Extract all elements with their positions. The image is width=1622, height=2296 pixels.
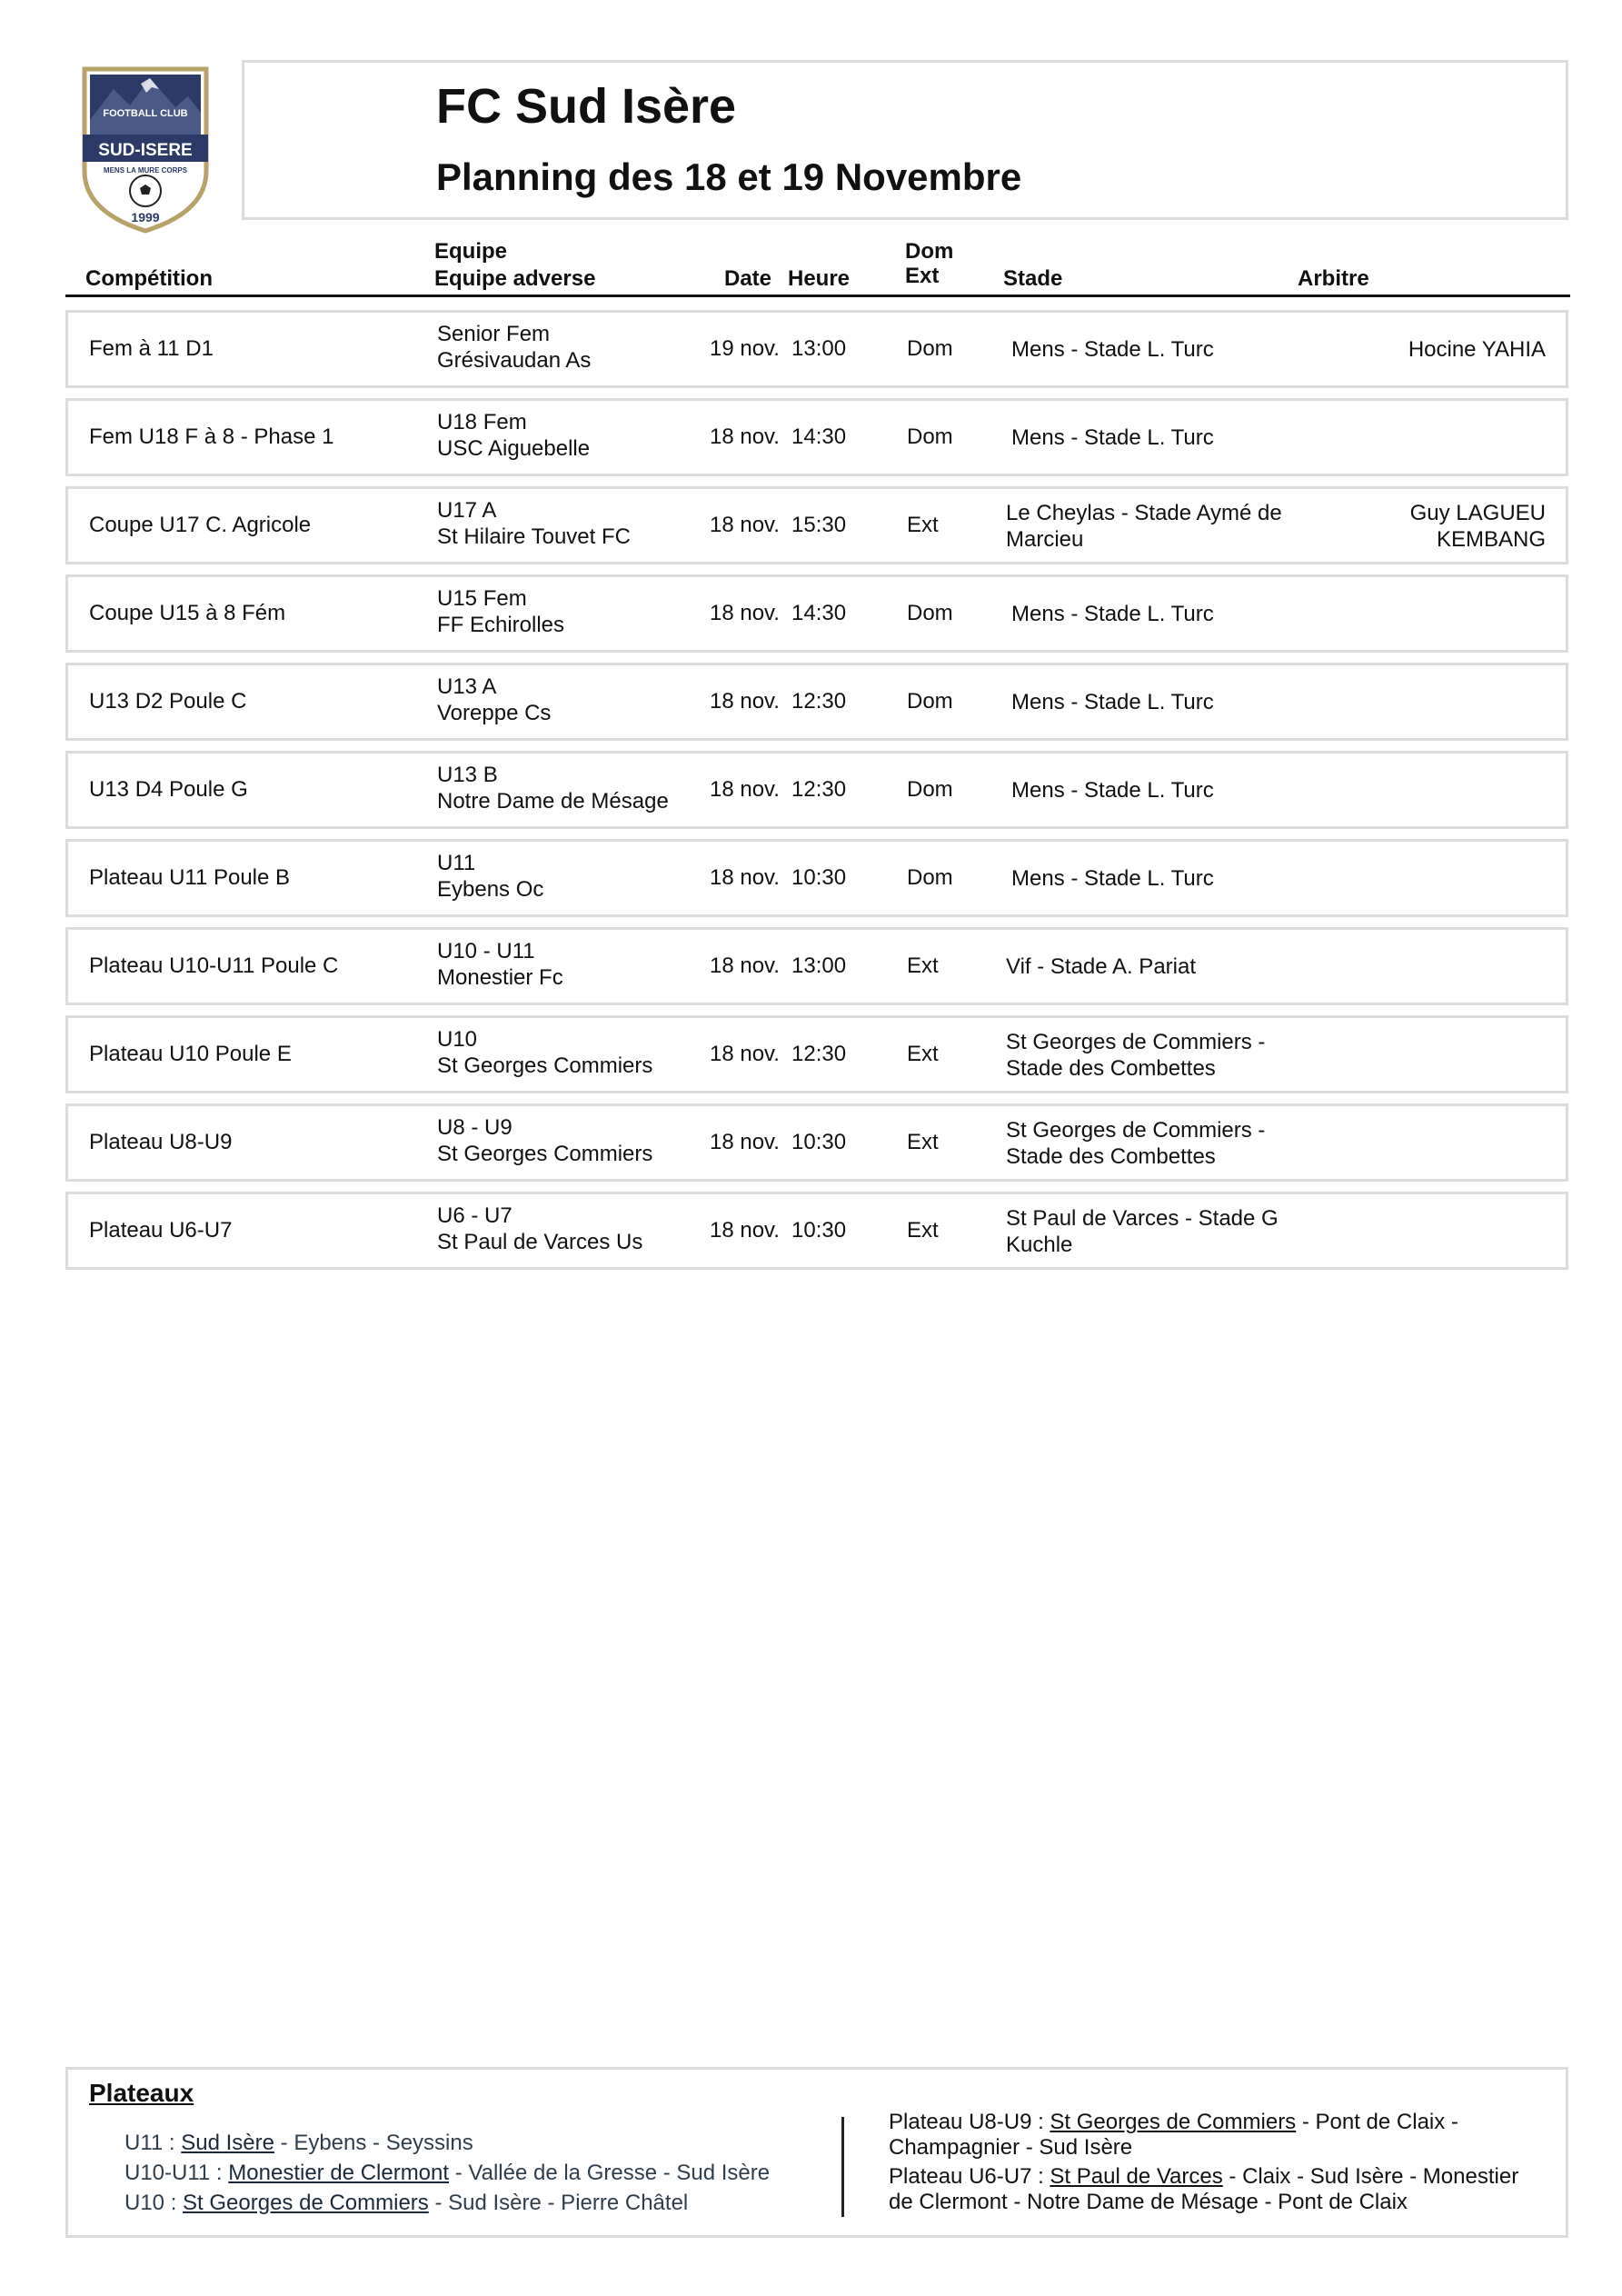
equipe: U11	[437, 851, 476, 875]
stadium: Vif - Stade A. Pariat	[1006, 954, 1197, 979]
time: 13:00	[791, 336, 847, 361]
team	[437, 321, 591, 374]
date: 18 nov.	[710, 1130, 780, 1154]
footer-divider	[841, 2117, 844, 2217]
match-row	[65, 927, 1568, 1005]
equipe: U8 - U9	[437, 1115, 512, 1140]
logo-text-1: FOOTBALL CLUB	[103, 108, 188, 119]
opponent: Eybens Oc	[437, 877, 544, 902]
date: 18 nov.	[710, 1042, 780, 1066]
plateau-line	[124, 2160, 770, 2186]
opponent: USC Aiguebelle	[437, 436, 591, 461]
logo-year: 1999	[131, 210, 160, 225]
match-row	[65, 310, 1568, 388]
dom-ext: Dom	[907, 689, 953, 714]
date: 18 nov.	[710, 1218, 780, 1243]
plateau-rest: - Sud Isère - Pierre Châtel	[428, 2191, 689, 2215]
opponent: Grésivaudan As	[437, 348, 592, 373]
dom-ext: Ext	[907, 1218, 939, 1243]
club-crest-icon	[77, 53, 214, 235]
dom-ext: Ext	[907, 1130, 939, 1154]
competition: Plateau U6-U7	[89, 1218, 233, 1243]
col-competition: Compétition	[85, 266, 213, 291]
col-arbitre: Arbitre	[1298, 266, 1369, 291]
dom-ext: Dom	[907, 865, 953, 890]
opponent: St Paul de Varces Us	[437, 1230, 643, 1254]
equipe: U18 Fem	[437, 410, 527, 434]
team	[437, 497, 631, 550]
page-title: FC Sud Isère	[436, 79, 737, 134]
club-logo	[77, 53, 214, 235]
match-row	[65, 751, 1568, 829]
match-row	[65, 574, 1568, 653]
opponent: FF Echirolles	[437, 613, 565, 637]
date: 18 nov.	[710, 513, 780, 537]
opponent: Notre Dame de Mésage	[437, 789, 669, 814]
stadium: Mens - Stade L. Turc	[1011, 866, 1214, 891]
competition: Fem U18 F à 8 - Phase 1	[89, 424, 334, 449]
col-stade: Stade	[1003, 266, 1063, 291]
dom-ext: Ext	[907, 1042, 939, 1066]
plateau-host: St Paul de Varces	[1050, 2164, 1223, 2189]
competition: Plateau U10 Poule E	[89, 1042, 292, 1066]
time: 12:30	[791, 777, 847, 802]
equipe: U10	[437, 1027, 478, 1052]
date: 18 nov.	[710, 424, 780, 449]
col-equipe: Equipe	[434, 239, 508, 264]
plateaux-title: Plateaux	[89, 2079, 194, 2107]
opponent: St Hilaire Touvet FC	[437, 524, 631, 549]
plateau-label: U10-U11 :	[124, 2161, 229, 2185]
plateau-line	[889, 2110, 1543, 2161]
plateau-rest: - Eybens - Seyssins	[274, 2131, 473, 2155]
dom-ext: Dom	[907, 424, 953, 449]
stadium: Mens - Stade L. Turc	[1011, 778, 1214, 803]
opponent: Monestier Fc	[437, 965, 563, 990]
plateau-label: U10 :	[124, 2191, 184, 2215]
col-equipe-adverse: Equipe adverse	[434, 266, 596, 291]
plateau-line	[124, 2130, 473, 2156]
referee: Guy LAGUEU KEMBANG	[1409, 501, 1546, 552]
team	[437, 1203, 642, 1255]
date: 18 nov.	[710, 777, 780, 802]
match-row	[65, 1103, 1568, 1182]
equipe: U15 Fem	[437, 586, 527, 611]
plateau-label: Plateau U6-U7 :	[889, 2164, 1050, 2189]
time: 12:30	[791, 689, 847, 714]
equipe: U10 - U11	[437, 939, 535, 963]
time: 10:30	[791, 1130, 847, 1154]
plateau-line	[124, 2190, 688, 2216]
competition: Coupe U15 à 8 Fém	[89, 601, 286, 625]
referee: Hocine YAHIA	[1408, 337, 1546, 362]
equipe: Senior Fem	[437, 322, 551, 346]
time: 15:30	[791, 513, 847, 537]
equipe: U6 - U7	[437, 1203, 512, 1228]
team	[437, 1114, 652, 1167]
time: 14:30	[791, 424, 847, 449]
col-dom: Dom	[905, 239, 954, 264]
competition: Coupe U17 C. Agricole	[89, 513, 312, 537]
team	[437, 585, 564, 638]
opponent: Voreppe Cs	[437, 701, 552, 725]
dom-ext: Dom	[907, 777, 953, 802]
date: 19 nov.	[710, 336, 780, 361]
col-date: Date	[724, 266, 772, 291]
match-row	[65, 486, 1568, 564]
match-row	[65, 398, 1568, 476]
date: 18 nov.	[710, 689, 780, 714]
dom-ext: Ext	[907, 953, 939, 978]
plateau-line	[889, 2164, 1543, 2215]
stadium: St Paul de Varces - Stade G Kuchle	[1006, 1206, 1279, 1257]
competition: Fem à 11 D1	[89, 336, 214, 361]
match-row	[65, 839, 1568, 917]
plateau-label: U11 :	[124, 2131, 182, 2155]
competition: Plateau U10-U11 Poule C	[89, 953, 339, 978]
col-heure: Heure	[788, 266, 851, 291]
stadium: Mens - Stade L. Turc	[1011, 337, 1214, 362]
time: 12:30	[791, 1042, 847, 1066]
plateaux-box	[65, 2067, 1568, 2238]
stadium: St Georges de Commiers - Stade des Combettes	[1006, 1030, 1266, 1081]
opponent: St Georges Commiers	[437, 1053, 653, 1078]
time: 13:00	[791, 953, 847, 978]
team	[437, 850, 543, 903]
page-subtitle: Planning des 18 et 19 Novembre	[436, 155, 1022, 198]
team	[437, 938, 563, 991]
date: 18 nov.	[710, 865, 780, 890]
stadium: Le Cheylas - Stade Aymé de Marcieu	[1006, 501, 1282, 552]
match-row	[65, 1192, 1568, 1270]
plateau-host: St Georges de Commiers	[1050, 2110, 1297, 2134]
dom-ext: Dom	[907, 601, 953, 625]
stadium: Mens - Stade L. Turc	[1011, 602, 1214, 626]
stadium: St Georges de Commiers - Stade des Combettes	[1006, 1118, 1266, 1169]
equipe: U13 A	[437, 674, 497, 699]
date: 18 nov.	[710, 953, 780, 978]
time: 14:30	[791, 601, 847, 625]
stadium: Mens - Stade L. Turc	[1011, 425, 1214, 450]
competition: Plateau U11 Poule B	[89, 865, 291, 890]
date: 18 nov.	[710, 601, 780, 625]
equipe: U17 A	[437, 498, 497, 523]
plateau-rest: - Claix - Sud Isère - Monestier de Clermont - Notre Dame de Mésage - Pont de Claix	[889, 2164, 1519, 2214]
col-ext: Ext	[905, 264, 940, 288]
plateau-host: Sud Isère	[181, 2131, 274, 2155]
logo-text-2: SUD-ISERE	[98, 141, 193, 160]
plateau-host: St Georges de Commiers	[183, 2191, 429, 2215]
stadium: Mens - Stade L. Turc	[1011, 690, 1214, 714]
plateau-rest: - Pont de Claix - Champagnier - Sud Isère	[889, 2110, 1458, 2160]
competition: U13 D4 Poule G	[89, 777, 248, 802]
plateau-rest: - Vallée de la Gresse - Sud Isère	[449, 2161, 771, 2185]
plateau-label: Plateau U8-U9 :	[889, 2110, 1050, 2134]
team	[437, 674, 551, 726]
match-row	[65, 663, 1568, 741]
team	[437, 409, 590, 462]
dom-ext: Dom	[907, 336, 953, 361]
match-row	[65, 1015, 1568, 1093]
plateau-host: Monestier de Clermont	[228, 2161, 450, 2185]
competition: Plateau U8-U9	[89, 1130, 233, 1154]
team	[437, 762, 669, 814]
opponent: St Georges Commiers	[437, 1142, 653, 1166]
time: 10:30	[791, 1218, 847, 1243]
competition: U13 D2 Poule C	[89, 689, 247, 714]
logo-text-3: MENS LA MURE CORPS	[103, 166, 188, 175]
header-rule	[65, 294, 1570, 297]
equipe: U13 B	[437, 763, 498, 787]
dom-ext: Ext	[907, 513, 939, 537]
time: 10:30	[791, 865, 847, 890]
team	[437, 1026, 652, 1079]
